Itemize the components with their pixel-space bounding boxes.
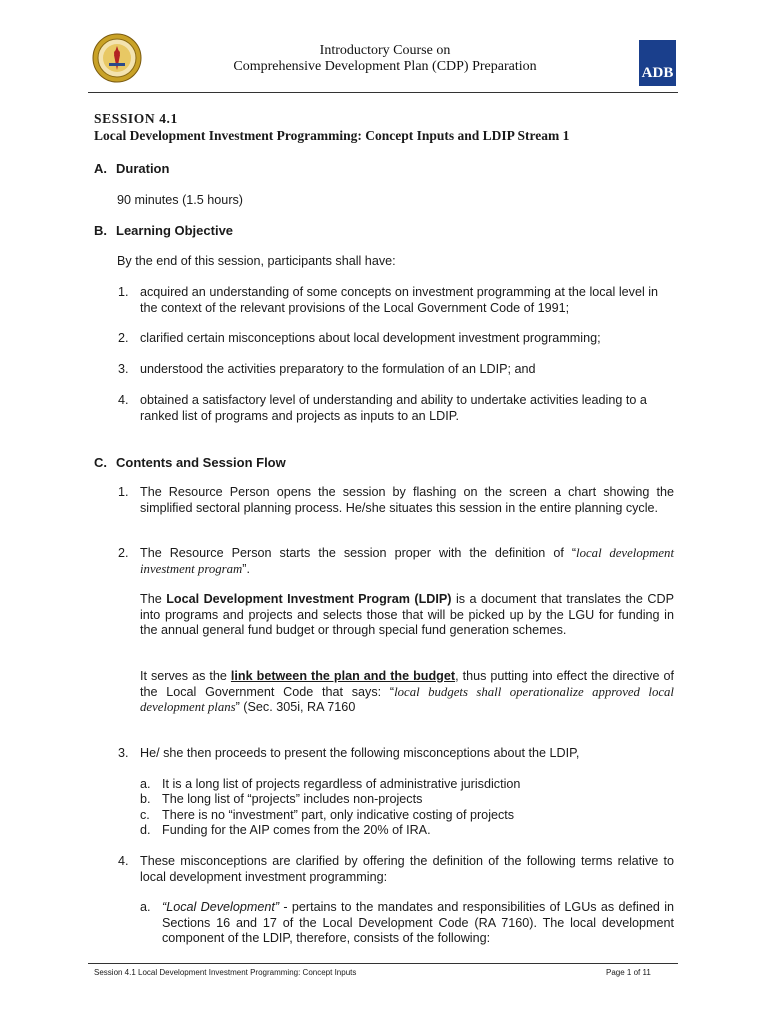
objective-number: 1. <box>118 285 129 299</box>
section-c-title: Contents and Session Flow <box>116 455 286 470</box>
section-b-heading <box>94 223 233 238</box>
ldip-term: local development investment program <box>140 546 675 576</box>
link-emphasis: link between the plan and the budget <box>230 669 456 683</box>
flow-item-2-end: ”. <box>242 561 250 576</box>
misconception-item: Funding for the AIP comes from the 20% of IRA. <box>162 823 431 837</box>
objective-number: 4. <box>118 393 129 407</box>
flow-item-2-text: The Resource Person starts the session proper with the definition of “ <box>140 546 577 560</box>
session-label: SESSION 4.1 <box>94 111 178 126</box>
ldip-definition <box>140 592 674 639</box>
flow-item-4: These misconceptions are clarified by offering the definition of the following terms relative to local development investment programming: <box>140 854 674 884</box>
local-development-text: - pertains to the mandates and responsibilities of LGUs as defined in Sections 16 and 17 of the Local Development Code (RA 7160). The local development component of the LDIP, therefore, consists of the following: <box>162 900 674 945</box>
seal-icon <box>92 33 142 83</box>
misconception-letter: d. <box>140 823 151 837</box>
objective-item: acquired an understanding of some concepts on investment programming at the local level in the context of the relevant provisions of the Local Government Code of 1991; <box>140 285 659 315</box>
misconception-item: There is no “investment” part, only indicative costing of projects <box>162 808 515 822</box>
header-divider <box>88 92 678 93</box>
objective-item: obtained a satisfactory level of understanding and ability to undertake activities leading to a ranked list of programs and projects as inputs to an LDIP. <box>140 393 647 423</box>
objective-number: 3. <box>118 362 129 376</box>
ldip-link-paragraph <box>140 669 674 716</box>
link-mid: , thus putting into effect the directive of the Local Government Code that says: “ <box>140 669 674 699</box>
misconception-item: It is a long list of projects regardless of administrative jurisdiction <box>162 777 521 791</box>
local-development-definition <box>162 900 674 947</box>
section-c-heading <box>94 455 286 470</box>
flow-item-3: He/ she then proceeds to present the following misconceptions about the LDIP, <box>140 746 580 760</box>
term-letter: a. <box>140 900 151 914</box>
footer-session-title: Session 4.1 Local Development Investment Programming: Concept Inputs <box>94 968 357 977</box>
link-post: ” (Sec. 305i, RA 7160 <box>235 700 356 714</box>
header-title-line-2: Comprehensive Development Plan (CDP) Preparation <box>233 59 537 74</box>
objective-number: 2. <box>118 331 129 345</box>
objective-item: clarified certain misconceptions about local development investment programming; <box>140 331 601 345</box>
ldip-definition-body: is a document that translates the CDP into programs and projects and selects those that will be picked up by the LGU for funding in the annual general fund budget or through special fund generation schemes. <box>140 592 675 637</box>
misconception-item: The long list of “projects” includes non-projects <box>162 792 423 806</box>
flow-number: 4. <box>118 854 129 868</box>
flow-item-1: The Resource Person opens the session by flashing on the screen a chart showing the simplified sectoral planning process. He/she situates this session in the entire planning cycle. <box>140 485 674 515</box>
section-b-title: Learning Objective <box>116 223 234 238</box>
code-quote: local budgets shall operationalize approved local development plans <box>140 684 674 714</box>
footer-divider <box>88 963 678 964</box>
section-a-heading <box>94 161 169 176</box>
session-title: Local Development Investment Programming: Concept Inputs and LDIP Stream 1 <box>94 128 570 143</box>
flow-number: 2. <box>118 546 129 560</box>
misconception-letter: b. <box>140 792 151 806</box>
flow-number: 1. <box>118 485 129 499</box>
learning-objective-intro: By the end of this session, participants shall have: <box>117 254 396 268</box>
ldip-definition-pre: The <box>140 592 167 606</box>
link-pre: It serves as the <box>140 669 231 683</box>
page-header <box>0 0 768 100</box>
adb-logo: ADB <box>639 40 676 86</box>
header-title-line-1: Introductory Course on <box>319 43 451 58</box>
duration-text: 90 minutes (1.5 hours) <box>117 193 243 207</box>
section-c-letter: C. <box>94 455 107 470</box>
section-a-letter: A. <box>94 161 107 176</box>
misconception-letter: c. <box>140 808 150 822</box>
footer-page-number: Page 1 of 11 <box>606 968 651 977</box>
local-development-term: “Local Development” <box>162 900 280 914</box>
section-a-title: Duration <box>116 161 170 176</box>
ldip-definition-term: Local Development Investment Program (LDIP) <box>166 592 452 606</box>
section-b-letter: B. <box>94 223 107 238</box>
flow-number: 3. <box>118 746 129 760</box>
misconception-letter: a. <box>140 777 151 791</box>
flow-item-2 <box>140 546 674 577</box>
objective-item: understood the activities preparatory to the formulation of an LDIP; and <box>140 362 536 376</box>
